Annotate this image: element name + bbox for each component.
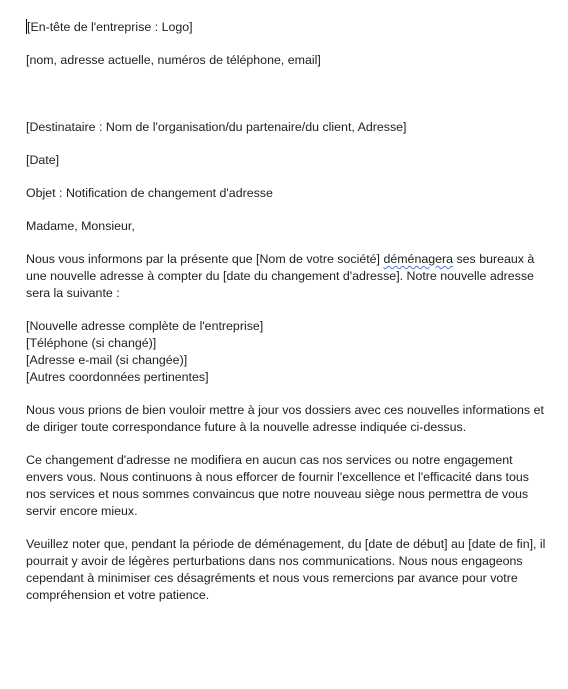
subject-line[interactable]: Objet : Notification de changement d'adresse: [26, 186, 273, 200]
header-logo-text: [En-tête de l'entreprise : Logo]: [27, 20, 193, 34]
document-page[interactable]: [26, 19, 546, 604]
new-address-block[interactable]: [26, 318, 546, 386]
paragraph1-text-after: ses bureaux à une nouvelle adresse à compter du [date du changement d'adresse]. Notre nouvelle adresse sera la suivante :: [26, 252, 535, 300]
address-line-full: [Nouvelle adresse complète de l'entreprise]: [26, 319, 264, 333]
header-logo-line[interactable]: [26, 19, 546, 36]
paragraph1-text-before: Nous vous informons par la présente que [Nom de votre société]: [26, 252, 384, 266]
salutation-line[interactable]: Madame, Monsieur,: [26, 219, 135, 233]
paragraph-update-records[interactable]: Nous vous prions de bien vouloir mettre à jour vos dossiers avec ces nouvelles informations et de diriger toute correspondance future à la nouvelle adresse indiquée ci-dessus.: [26, 403, 544, 434]
date-line[interactable]: [Date]: [26, 153, 60, 167]
paragraph-disruption-notice[interactable]: Veuillez noter que, pendant la période de déménagement, du [date de début] au [date de fin], il pourrait y avoir de légères perturbations dans nos communications. Nous nous engageons cependant à minimiser ces désagréments et nous vous remercions par avance pour votre compréhension et votre patience.: [26, 537, 546, 602]
address-line-email: [Adresse e-mail (si changée)]: [26, 353, 188, 367]
address-line-phone: [Téléphone (si changé)]: [26, 336, 157, 350]
paragraph-service-commitment[interactable]: Ce changement d'adresse ne modifiera en aucun cas nos services ou notre engagement envers vous. Nous continuons à nous efforcer de fournir l'excellence et l'efficacité dans tous nos services et nous sommes convaincus que notre nouveau siège nous permettra de vous servir encore mieux.: [26, 453, 529, 518]
recipient-line[interactable]: [Destinataire : Nom de l'organisation/du partenaire/du client, Adresse]: [26, 120, 407, 134]
address-line-other: [Autres coordonnées pertinentes]: [26, 370, 209, 384]
paragraph-moving-notice[interactable]: [26, 251, 546, 302]
sender-info-line[interactable]: [nom, adresse actuelle, numéros de téléphone, email]: [26, 53, 321, 67]
spellcheck-flagged-word[interactable]: déménagera: [383, 252, 454, 266]
